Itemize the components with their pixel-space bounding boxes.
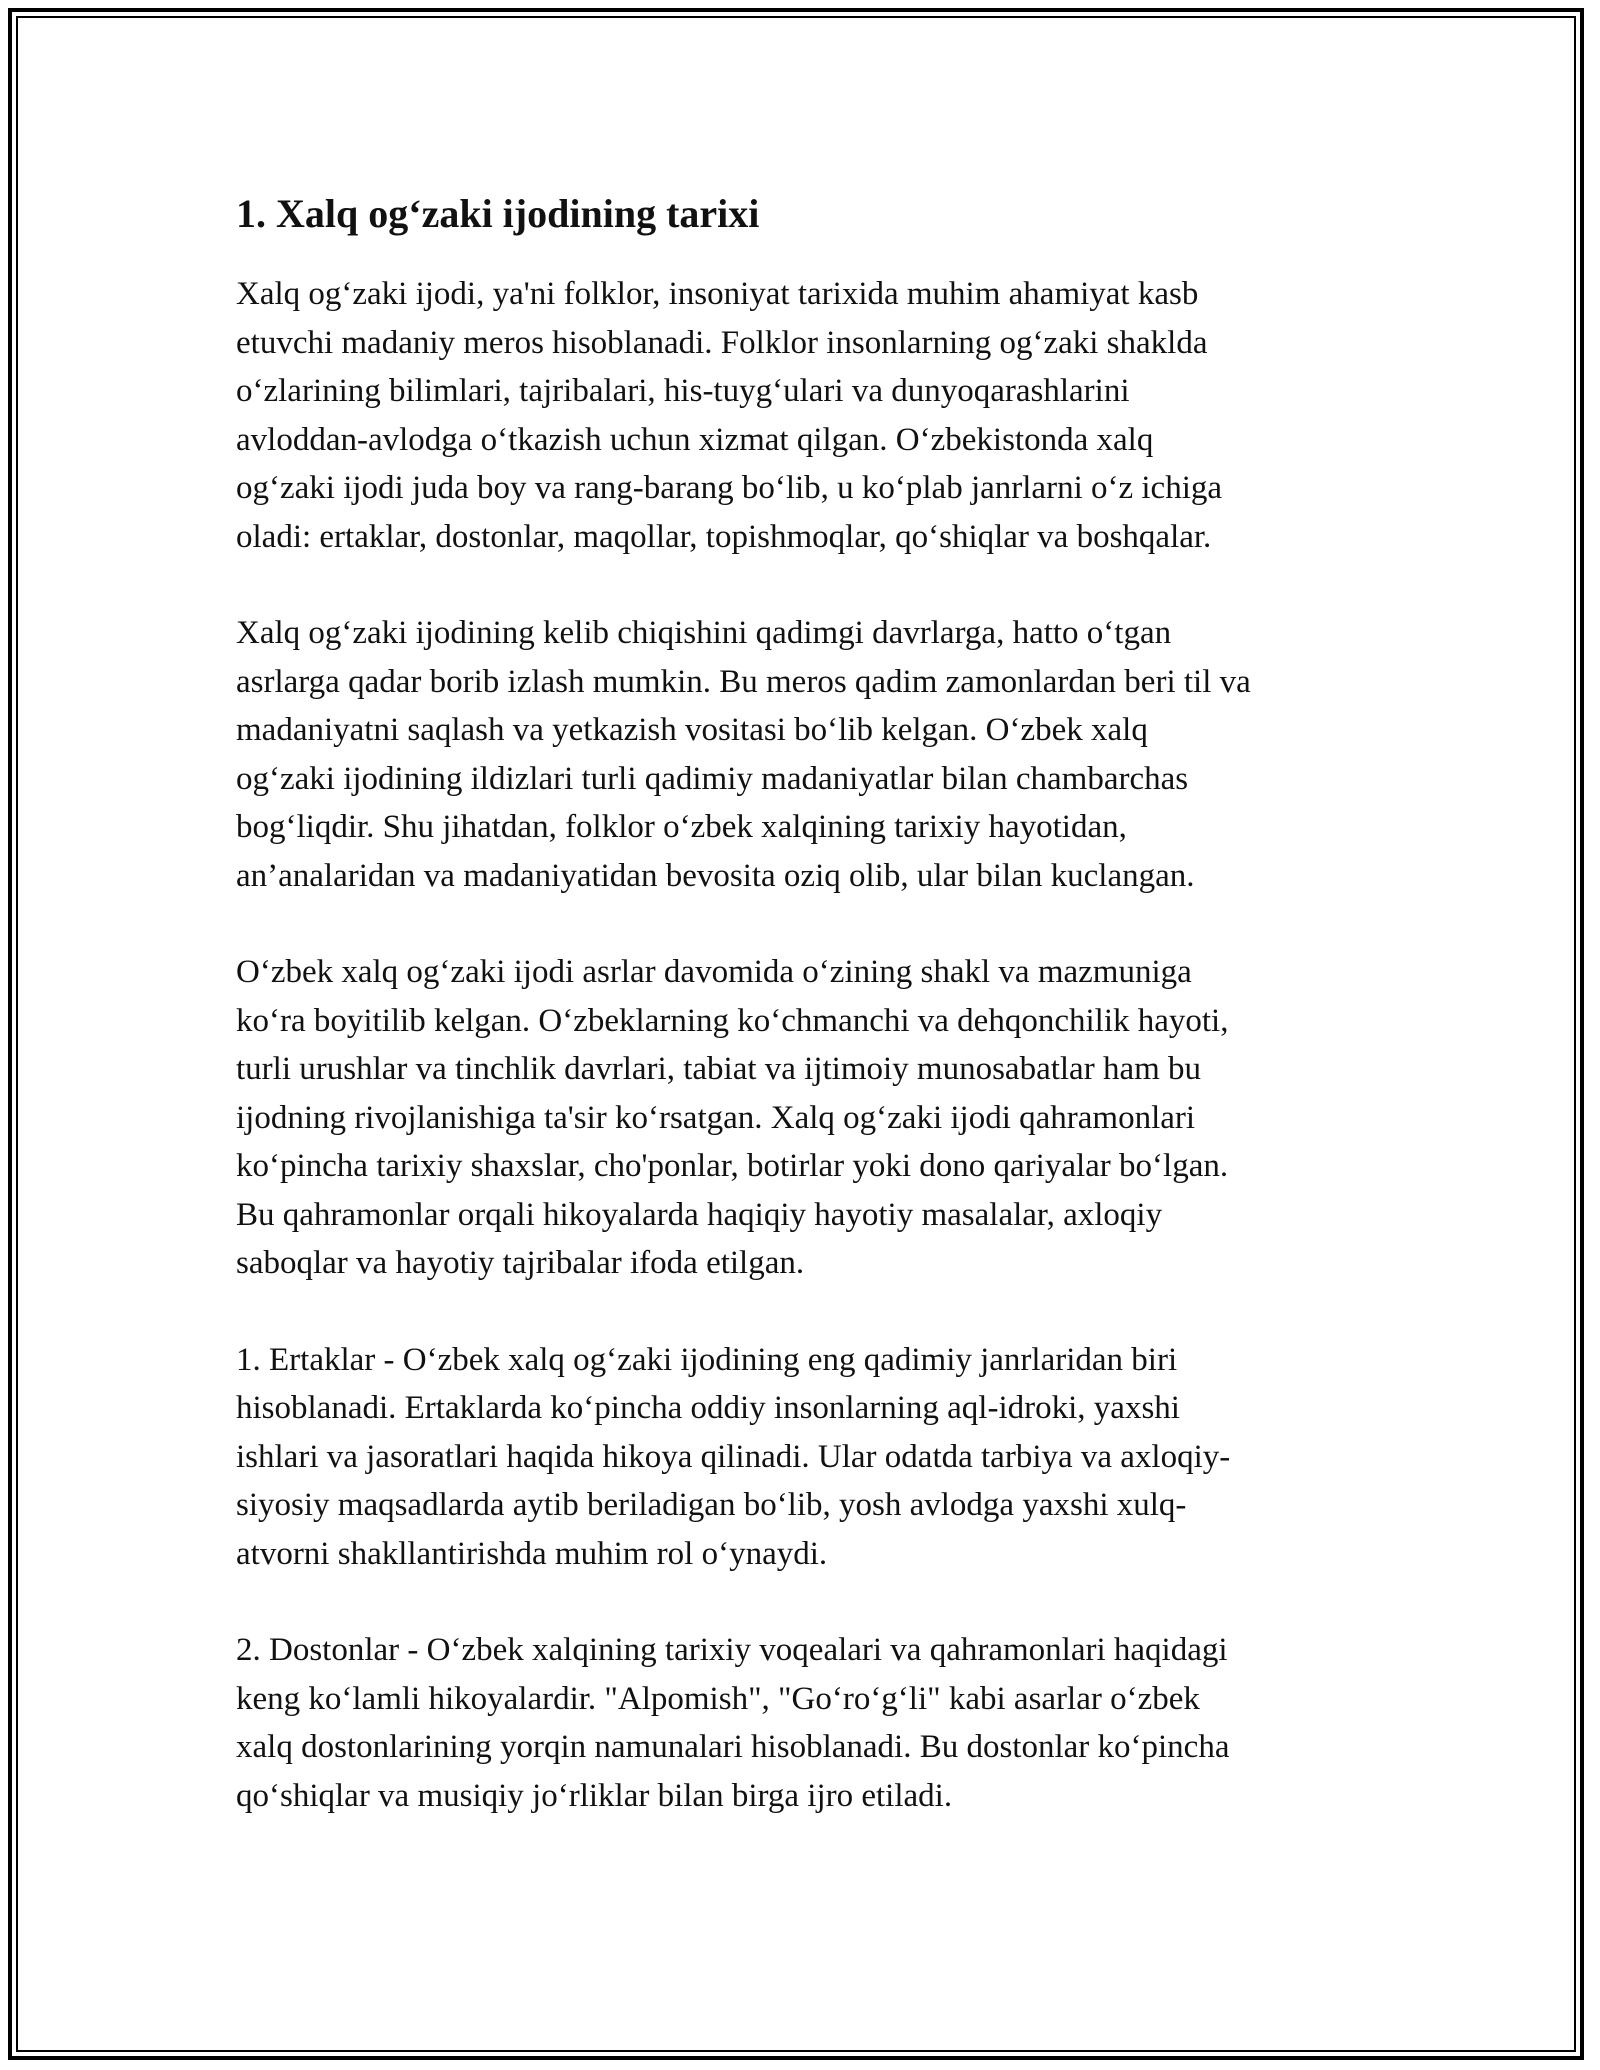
- text-line: madaniyatni saqlash va yetkazish vositasi bo‘lib kelgan. O‘zbek xalq: [236, 712, 1148, 748]
- text-line: siyosiy maqsadlarda aytib beriladigan bo‘lib, yosh avlodga yaxshi xulq-: [236, 1487, 1187, 1523]
- text-line: hisoblanadi. Ertaklarda ko‘pincha oddiy insonlarning aql-idroki, yaxshi: [236, 1390, 1180, 1426]
- text-line: turli urushlar va tinchlik davrlari, tabiat va ijtimoiy munosabatlar ham bu: [236, 1051, 1202, 1087]
- text-line: avloddan-avlodga o‘tkazish uchun xizmat qilgan. O‘zbekistonda xalq: [236, 421, 1154, 458]
- text-line: Xalq og‘zaki ijodining kelib chiqishini qadimgi davrlarga, hatto o‘tgan: [236, 615, 1172, 651]
- text-line: saboqlar va hayotiy tajribalar ifoda etilgan.: [236, 1245, 805, 1281]
- text-line: og‘zaki ijodi juda boy va rang-barang bo‘lib, u ko‘plab janrlarni o‘z ichiga: [236, 470, 1223, 506]
- text-line: og‘zaki ijodining ildizlari turli qadimiy madaniyatlar bilan chambarchas: [236, 760, 1189, 797]
- text-line: o‘zlarining bilimlari, tajribalari, his-tuyg‘ulari va dunyoqarashlarini: [236, 373, 1130, 409]
- text-line: xalq dostonlarining yorqin namunalari hisoblanadi. Bu dostonlar ko‘pincha: [236, 1729, 1230, 1765]
- list-item-ertaklar: [236, 1336, 1376, 1579]
- text-line: an’analaridan va madaniyatidan bevosita oziq olib, ular bilan kuclangan.: [236, 857, 1195, 894]
- text-line: keng ko‘lamli hikoyalardir. "Alpomish", "Go‘ro‘g‘li" kabi asarlar o‘zbek: [236, 1680, 1200, 1717]
- list-item-dostonlar: [236, 1626, 1376, 1820]
- text-line: ko‘ra boyitilib kelgan. O‘zbeklarning ko‘chmanchi va dehqonchilik hayoti,: [236, 1002, 1229, 1039]
- paragraph-1: [236, 270, 1376, 561]
- text-line: ijodning rivojlanishiga ta'sir ko‘rsatgan. Xalq og‘zaki ijodi qahramonlari: [236, 1099, 1196, 1136]
- document-title: 1. Xalq og‘zaki ijodining tarixi: [236, 191, 760, 236]
- paragraph-3: [236, 948, 1376, 1288]
- text-line: ko‘pincha tarixiy shaxslar, cho'ponlar, botirlar yoki dono qariyalar bo‘lgan.: [236, 1148, 1229, 1184]
- text-line: 2. Dostonlar - O‘zbek xalqining tarixiy voqealari va qahramonlari haqidagi: [236, 1632, 1228, 1668]
- text-line: ishlari va jasoratlari haqida hikoya qilinadi. Ular odatda tarbiya va axloqiy-: [236, 1438, 1231, 1475]
- text-line: asrlarga qadar borib izlash mumkin. Bu meros qadim zamonlardan beri til va: [236, 663, 1251, 700]
- text-line: etuvchi madaniy meros hisoblanadi. Folklor insonlarning og‘zaki shaklda: [236, 324, 1208, 361]
- text-line: 1. Ertaklar - O‘zbek xalq og‘zaki ijodining eng qadimiy janrlaridan biri: [236, 1341, 1178, 1378]
- text-line: qo‘shiqlar va musiqiy jo‘rliklar bilan birga ijro etiladi.: [236, 1777, 953, 1814]
- text-line: Xalq og‘zaki ijodi, ya'ni folklor, insoniyat tarixida muhim ahamiyat kasb: [236, 276, 1199, 312]
- document-body: [236, 186, 1376, 1868]
- text-line: Bu qahramonlar orqali hikoyalarda haqiqiy hayotiy masalalar, axloqiy: [236, 1196, 1163, 1233]
- text-line: O‘zbek xalq og‘zaki ijodi asrlar davomida o‘zining shakl va mazmuniga: [236, 954, 1192, 990]
- text-line: oladi: ertaklar, dostonlar, maqollar, topishmoqlar, qo‘shiqlar va boshqalar.: [236, 518, 1212, 555]
- paragraph-2: [236, 609, 1376, 900]
- text-line: bog‘liqdir. Shu jihatdan, folklor o‘zbek xalqining tarixiy hayotidan,: [236, 809, 1127, 845]
- text-line: atvorni shakllantirishda muhim rol o‘ynaydi.: [236, 1535, 828, 1572]
